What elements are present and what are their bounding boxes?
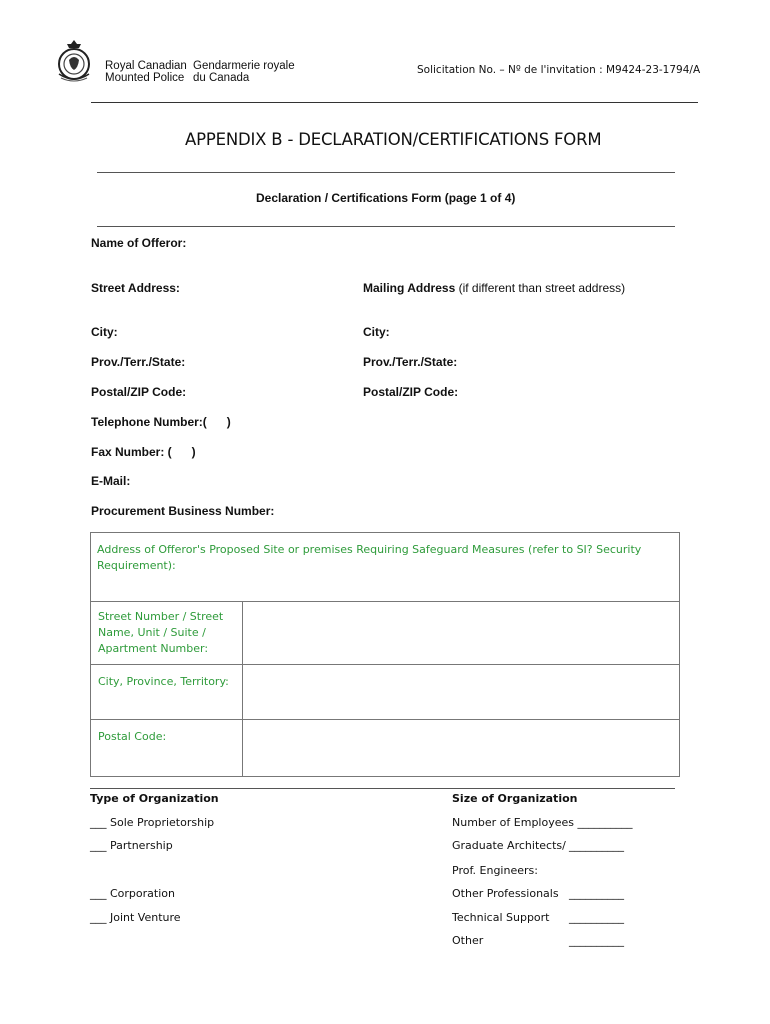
size-technical-support-label: Technical Support <box>452 911 550 924</box>
size-technical-support-blank[interactable]: __________ <box>569 911 624 924</box>
city-label-right: City: <box>363 325 390 339</box>
street-number-label-line1: Street Number / Street <box>98 610 224 623</box>
title-underline-rule <box>97 172 675 173</box>
form-subtitle: Declaration / Certifications Form (page 1 of 4) <box>256 191 516 205</box>
header-rule <box>91 102 698 103</box>
size-graduate-architects-blank[interactable]: __________ <box>569 839 624 852</box>
city-province-label: City, Province, Territory: <box>98 675 229 688</box>
agency-name-fr <box>193 60 295 84</box>
org-type-joint-venture[interactable]: ___ Joint Venture <box>90 911 181 924</box>
agency-fr-line1: Gendarmerie royale <box>193 60 295 72</box>
size-other-professionals-blank[interactable]: __________ <box>569 887 624 900</box>
page-title: APPENDIX B - DECLARATION/CERTIFICATIONS FORM <box>185 130 602 149</box>
name-of-offeror-label: Name of Offeror: <box>91 236 187 250</box>
email-label: E-Mail: <box>91 474 131 488</box>
org-type-sole-proprietorship[interactable]: ___ Sole Proprietorship <box>90 816 215 829</box>
mailing-address-label <box>363 281 625 295</box>
postal-label-right: Postal/ZIP Code: <box>363 385 459 399</box>
agency-name-en <box>105 60 187 84</box>
organization-rule <box>90 788 675 789</box>
site-table-header: Address of Offeror's Proposed Site or premises Requiring Safeguard Measures (refer to SI? Security Requirement): <box>97 543 642 572</box>
street-number-label <box>98 609 238 657</box>
city-label-left: City: <box>91 325 118 339</box>
street-number-input[interactable] <box>243 602 679 664</box>
street-number-label-line3: Apartment Number: <box>98 642 209 655</box>
subtitle-rule <box>97 226 675 227</box>
postal-label-left: Postal/ZIP Code: <box>91 385 187 399</box>
postal-code-label: Postal Code: <box>98 730 167 743</box>
size-other-blank[interactable]: __________ <box>569 934 624 947</box>
rcmp-crest-logo <box>55 38 93 84</box>
size-other-label: Other <box>452 934 484 947</box>
city-province-input[interactable] <box>243 665 679 719</box>
street-address-label: Street Address: <box>91 281 180 295</box>
prov-label-right: Prov./Terr./State: <box>363 355 458 369</box>
org-type-partnership[interactable]: ___ Partnership <box>90 839 173 852</box>
agency-en-line1: Royal Canadian <box>105 60 187 72</box>
size-other-professionals-label: Other Professionals <box>452 887 559 900</box>
solicitation-number: Solicitation No. – Nº de l'invitation : M9424-23-1794/A <box>417 64 701 76</box>
size-of-organization-heading: Size of Organization <box>452 792 578 805</box>
agency-fr-line2: du Canada <box>193 72 250 84</box>
type-of-organization-heading: Type of Organization <box>90 792 219 805</box>
street-number-label-line2: Name, Unit / Suite / <box>98 626 206 639</box>
agency-en-line2: Mounted Police <box>105 72 185 84</box>
mailing-address-note: (if different than street address) <box>455 281 626 295</box>
size-prof-engineers-label: Prof. Engineers: <box>452 864 538 877</box>
postal-code-input[interactable] <box>243 720 679 776</box>
size-graduate-architects-label: Graduate Architects/ <box>452 839 566 852</box>
fax-label: Fax Number: ( ) <box>91 445 196 459</box>
telephone-label: Telephone Number:( ) <box>91 415 231 429</box>
size-number-of-employees[interactable]: Number of Employees __________ <box>452 816 633 829</box>
org-type-corporation[interactable]: ___ Corporation <box>90 887 175 900</box>
prov-label-left: Prov./Terr./State: <box>91 355 186 369</box>
procurement-business-number-label: Procurement Business Number: <box>91 504 275 518</box>
mailing-address-title: Mailing Address <box>363 281 456 295</box>
